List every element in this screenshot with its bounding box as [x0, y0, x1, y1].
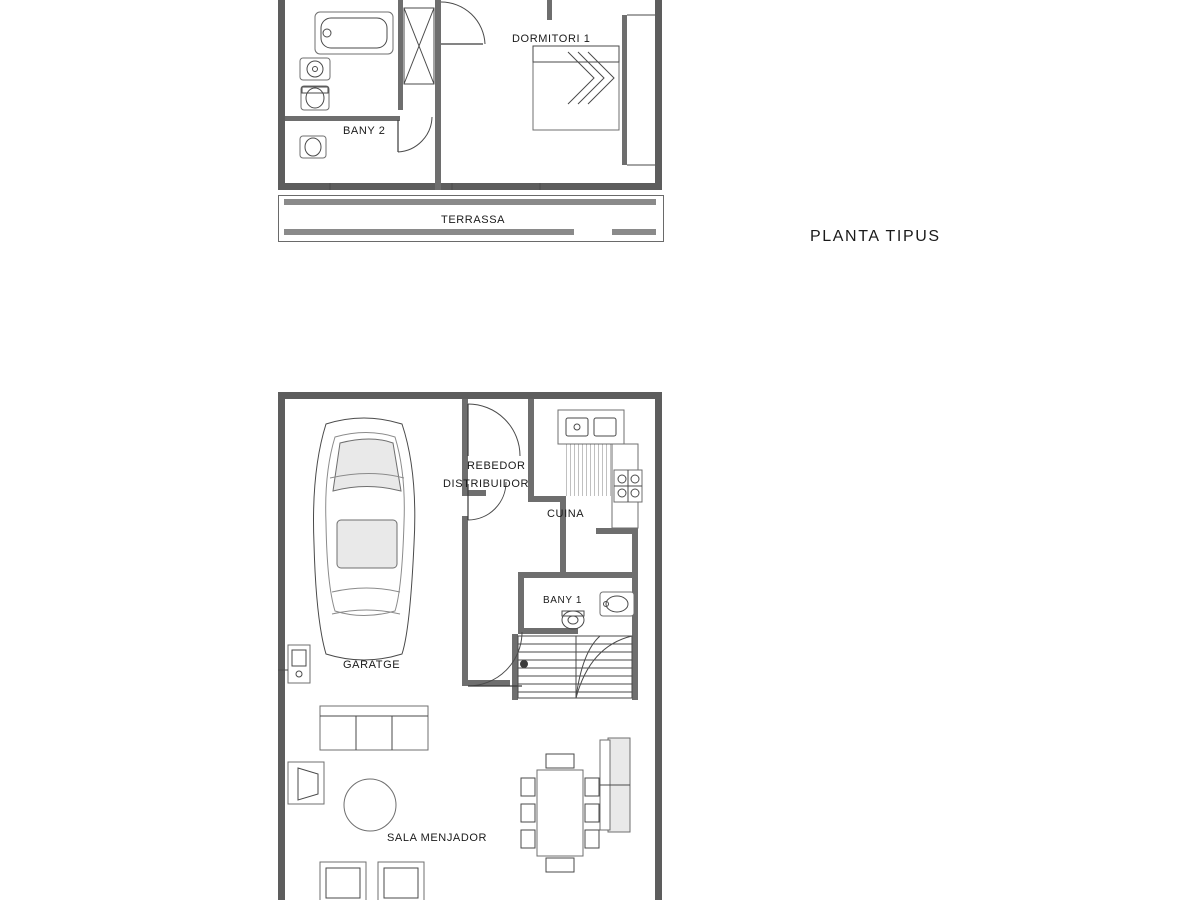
cuina-counter-hatch	[566, 444, 612, 496]
room-label-dormitori-1: DORMITORI 1	[512, 33, 591, 45]
room-label-bany-1: BANY 1	[543, 595, 582, 606]
room-label-bany-2: BANY 2	[343, 125, 386, 137]
room-label-distribuidor: DISTRIBUIDOR	[443, 478, 530, 490]
sheet-title: PLANTA TIPUS	[810, 228, 941, 245]
room-label-rebedor: REBEDOR	[467, 460, 526, 472]
room-label-garatge: GARATGE	[343, 659, 401, 671]
room-label-terrassa: TERRASSA	[441, 214, 506, 226]
room-label-sala-menjador: SALA MENJADOR	[387, 832, 488, 844]
room-label-cuina: CUINA	[547, 508, 585, 520]
